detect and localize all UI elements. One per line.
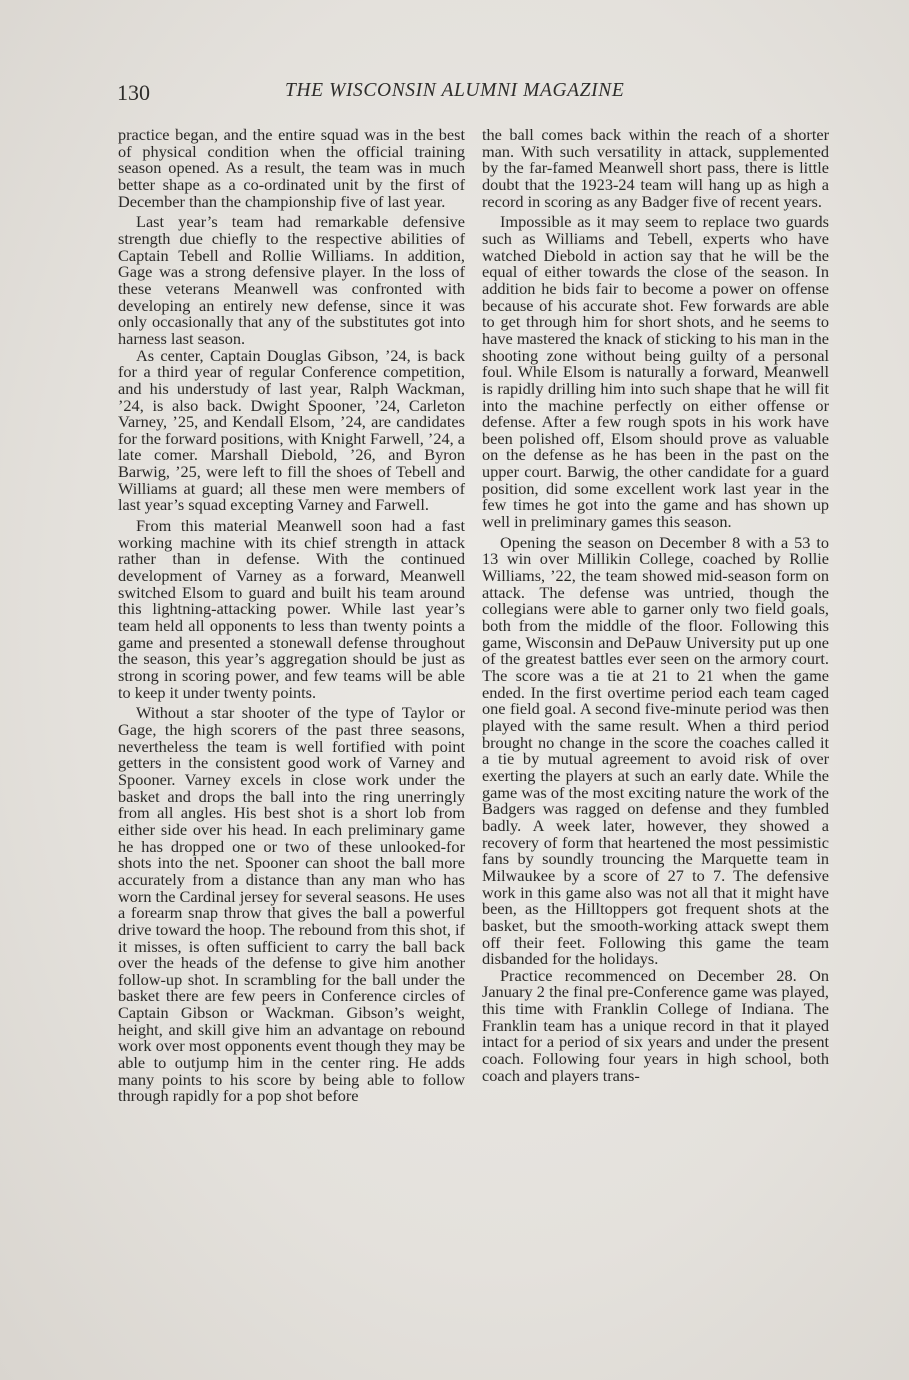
paragraph: Without a star shooter of the type of Taylor or Gage, the high scorers of the past three seasons, nevertheless the team is well fortified with point getters in the consistent good work of Varney and Spooner. Varney excels in close work under the basket and drops the ball into the ring unerringly from all angles. His best shot is a short lob from either side over his head. In each preliminary game he has dropped one or two of these unlooked-for shots into the net. Spooner can shoot the ball more accurately from a distance than any man who has worn the Cardinal jersey for several seasons. He uses a forearm snap throw that gives the ball a powerful drive toward the hoop. The rebound from this shot, if it misses, is often sufficient to carry the ball back over the heads of the defense to give him another follow-up shot. In scrambling for the ball under the basket there are few peers in Conference circles of Captain Gibson or Wackman. Gibson’s weight, height, and skill give him an advantage on rebound work over most opponents event though they may be able to outjump him in the center ring. He adds many points to his score by being able to follow through rapidly for a pop shot before <box>118 703 465 1106</box>
running-title: THE WISCONSIN ALUMNI MAGAZINE <box>285 80 625 101</box>
paragraph: Opening the season on December 8 with a 53 to 13 win over Millikin College, coached by Rollie Williams, ’22, the team showed mid-season form on attack. The defense was untried, though the collegians were able to garner only two field goals, both from the middle of the floor. Following this game, Wisconsin and DePauw University put up one of the greatest battles ever seen on the armory court. The score was a tie at 21 to 21 when the game ended. In the first overtime period each team caged one field goal. A second five-minute period was then played with the same result. When a third period brought no change in the score the coaches called it a tie by mutual agreement to avoid risk of over exerting the players at such an early date. While the game was of the most exciting nature the work of the Badgers was ragged on defense and they fumbled badly. A week later, however, they showed a recovery of form that heartened the most pessimistic fans by soundly trouncing the Marquette team in Milwaukee by a score of 27 to 7. The defensive work in this game also was not all that it might have been, as the Hilltoppers got frequent shots at the basket, but the smooth-working attack swept them off their feet. Following this game the team disbanded for the holidays. <box>482 532 829 969</box>
paragraph: the ball comes back within the reach of a shorter man. With such versatility in attack, supplemented by the far-famed Meanwell short pass, there is little doubt that the 1923-24 team will hang up as high a record in scoring as any Badger five of recent years. <box>482 125 829 211</box>
paragraph: From this material Meanwell soon had a fast working machine with its chief strength in attack rather than in defense. With the continued development of Varney as a forward, Meanwell switched Elsom to guard and built his team around this lightning-attacking power. While last year’s team held all opponents to less than twenty points a game and presented a stonewall defense throughout the season, this year’s aggregation should be just as strong in scoring power, and few teams will be able to keep it under twenty points. <box>118 516 465 702</box>
right-column <box>482 127 829 1088</box>
page-header <box>117 80 827 104</box>
paragraph: Impossible as it may seem to replace two guards such as Williams and Tebell, experts who have watched Diebold in action say that he will be the equal of either towards the close of the season. In addition he bids fair to become a power on offense because of his accurate shot. Few forwards are able to get through him for short shots, and he seems to have mastered the knack of sticking to his man in the shooting zone without being guilty of a personal foul. While Elsom is naturally a forward, Meanwell is rapidly drilling him into such shape that he will fit into the machine perfectly on either offense or defense. After a few rough spots in his work have been polished off, Elsom should prove as valuable on the defense as he has been in the past on the upper court. Barwig, the other candidate for a guard position, did some excellent work last year in the few times he got into the game and has shown up well in preliminary games this season. <box>482 212 829 532</box>
paragraph: Last year’s team had remarkable defensive strength due chiefly to the respective abilities of Captain Tebell and Rollie Williams. In addition, Gage was a strong defensive player. In the loss of these veterans Meanwell was confronted with developing an entirely new defense, since it was only occasionally that any of the substitutes got into harness last season. <box>118 212 465 348</box>
paragraph: Practice recommenced on December 28. On January 2 the final pre-Conference game was played, this time with Franklin College of Indiana. The Franklin team has a unique record in that it played intact for a period of six years and under the present coach. Following four years in high school, both coach and players trans- <box>482 965 829 1085</box>
paragraph: practice began, and the entire squad was in the best of physical condition when the official training season opened. As a result, the team was in much better shape as a co-ordinated unit by the first of December than the championship five of last year. <box>118 125 465 211</box>
left-column <box>118 127 465 1109</box>
page-number: 130 <box>117 80 150 105</box>
paragraph: As center, Captain Douglas Gibson, ’24, is back for a third year of regular Conference competition, and his understudy of last year, Ralph Wackman, ’24, is also back. Dwight Spooner, ’24, Carleton Varney, ’25, and Kendall Elsom, ’24, are candidates for the forward positions, with Knight Farwell, ’24, a late comer. Marshall Diebold, ’26, and Byron Barwig, ’25, were left to fill the shoes of Tebell and Williams at guard; all these men were members of last year’s squad excepting Varney and Farwell. <box>118 345 465 515</box>
